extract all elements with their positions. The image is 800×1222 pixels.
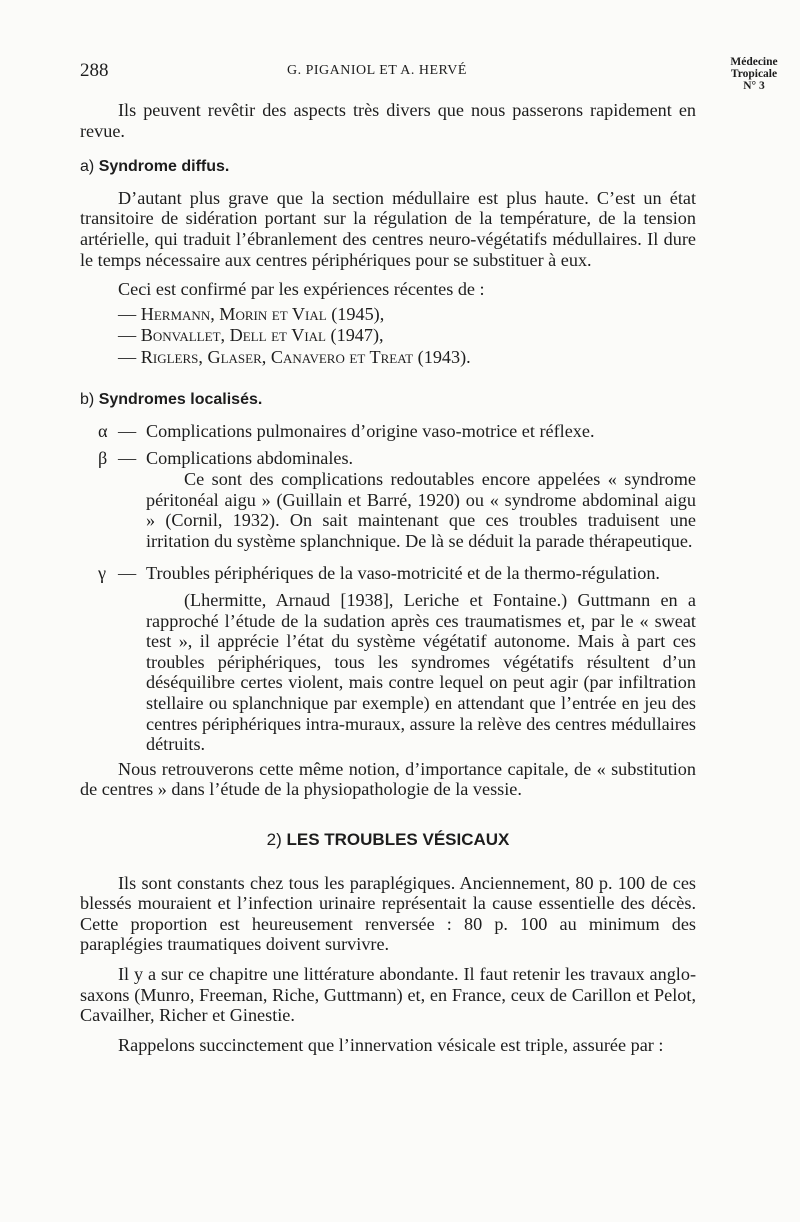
alpha-dash: —	[118, 420, 137, 441]
beta-item	[80, 448, 696, 469]
gamma-text: Troubles périphériques de la vaso-motricité et de la thermo-régulation.	[146, 563, 660, 584]
gamma-detail: (Lhermitte, Arnaud [1938], Leriche et Fontaine.) Guttmann en a rapproché l’étude de la sudation après ces traumatismes et, par le « sweat test », il apprécie l’état du système végétatif autonome. Mais à part ces troubles périphériques, tous les syndromes végétatifs résultent d’un déséquilibre certes violent, mais contre lequel on peut agir (par infiltration stellaire ou splanchnique par exemple) en attendant que l’entrée en jeu des centres périphériques intra-muraux, assure la relève des centres médullaires détruits.	[146, 590, 696, 755]
page-number: 288	[80, 60, 109, 81]
reference-item: — Bonvallet, Dell et Vial (1947),	[118, 325, 384, 346]
section-2-number: 2)	[266, 829, 282, 849]
intro-paragraph: Ils peuvent revêtir des aspects très divers que nous passerons rapidement en revue.	[80, 100, 696, 141]
reference-item: — Riglers, Glaser, Canavero et Treat (1943).	[118, 346, 471, 367]
section-2-paragraph-2: Il y a sur ce chapitre une littérature abondante. Il faut retenir les travaux anglo-saxons (Munro, Freeman, Riche, Guttmann) et, en France, ceux de Carillon et Pelot, Cavailher, Richer et Ginestie.	[80, 963, 696, 1026]
beta-text: Complications abdominales.	[146, 448, 354, 469]
section-a-paragraph-2: Ceci est confirmé par les expériences récentes de :	[118, 279, 485, 300]
section-b-label: b)	[80, 391, 95, 409]
journal-tag	[720, 56, 788, 92]
beta-marker: β	[98, 448, 108, 469]
section-2-heading	[80, 830, 696, 851]
alpha-item	[80, 421, 696, 442]
section-2-paragraph-1: Ils sont constants chez tous les paraplégiques. Anciennement, 80 p. 100 de ces blessés mouraient et l’infection urinaire représentait la cause essentielle des décès. Cette proportion est heureusement renversée : 80 p. 100 au minimum des paraplégies traumatiques doivent survivre.	[80, 872, 696, 955]
section-a-paragraph-1: D’autant plus grave que la section médullaire est plus haute. C’est un état transitoire de sidération portant sur la régulation de la température, de la tension artérielle, qui traduit l’ébranlement des centres neuro-végétatifs médullaires. Il dure le temps nécessaire aux centres périphériques pour se substituer à eux.	[80, 187, 696, 270]
reference-item: — Hermann, Morin et Vial (1945),	[118, 303, 385, 324]
section-2-title: LES TROUBLES VÉSICAUX	[286, 829, 510, 849]
article-body	[80, 100, 696, 1055]
section-2-paragraph-3: Rappelons succinctement que l’innervation vésicale est triple, assurée par :	[118, 1034, 664, 1055]
alpha-marker: α	[98, 420, 108, 441]
section-b-heading	[80, 390, 696, 411]
section-b-title: Syndromes localisés.	[98, 391, 263, 409]
section-a-heading	[80, 157, 696, 178]
journal-subtitle: Tropicale	[730, 68, 778, 80]
gamma-dash: —	[118, 563, 137, 584]
journal-issue: N° 3	[743, 80, 765, 92]
beta-detail: Ce sont des complications redoutables encore appelées « syndrome péritonéal aigu » (Guillain et Barré, 1920) ou « syndrome abdominal aigu » (Cornil, 1932). On sait maintenant que ces troubles traduisent une irritation du système splanchnique. De là se déduit la parade thérapeutique.	[146, 469, 696, 551]
running-head: G. PIGANIOL ET A. HERVÉ	[287, 63, 467, 78]
beta-dash: —	[118, 448, 137, 469]
section-a-label: a)	[80, 158, 95, 176]
alpha-text: Complications pulmonaires d’origine vaso-motrice et réflexe.	[146, 420, 595, 441]
journal-name: Médecine	[730, 56, 778, 68]
section-a-title: Syndrome diffus.	[98, 158, 230, 176]
reference-list	[118, 304, 696, 369]
gamma-item	[80, 563, 696, 584]
section-b-conclusion: Nous retrouverons cette même notion, d’importance capitale, de « substitution de centres » dans l’étude de la physiopathologie de la vessie.	[80, 758, 696, 800]
gamma-marker: γ	[98, 563, 107, 584]
